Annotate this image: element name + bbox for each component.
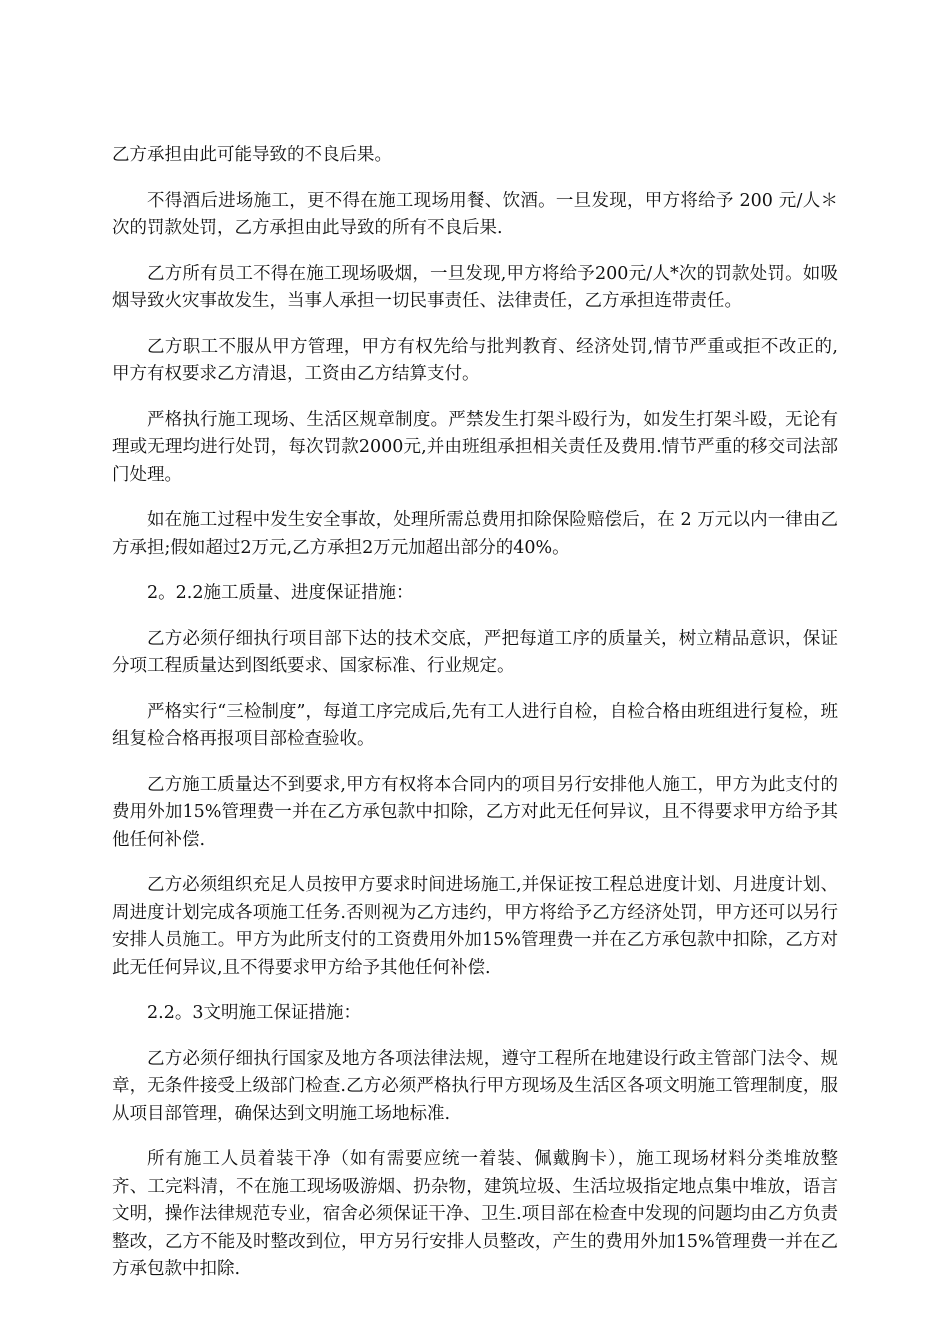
- paragraph: 所有施工人员着装干净（如有需要应统一着装、佩戴胸卡），施工现场材料分类堆放整齐、工完料清，不在施工现场吸游烟、扔杂物，建筑垃圾、生活垃圾指定地点集中堆放，语言文明，操作法律规范专业，宿舍必须保证干净、卫生.项目部在检查中发现的问题均由乙方负责整改，乙方不能及时整改到位，甲方另行安排人员整改，产生的费用外加15%管理费一并在乙方承包款中扣除.: [112, 1149, 838, 1279]
- section-heading: 2。2.2施工质量、进度保证措施：: [147, 583, 414, 603]
- paragraph: 乙方施工质量达不到要求,甲方有权将本合同内的项目另行安排他人施工，甲方为此支付的费用外加15%管理费一并在乙方承包款中扣除，乙方对此无任何异议，且不得要求甲方给予其他任何补偿.: [112, 774, 838, 850]
- section-heading: 2.2。3文明施工保证措施：: [147, 1003, 361, 1023]
- paragraph: 乙方所有员工不得在施工现场吸烟，一旦发现,甲方将给予200元/人*次的罚款处罚。如吸烟导致火灾事故发生，当事人承担一切民事责任、法律责任，乙方承担连带责任。: [112, 263, 838, 311]
- paragraph: 如在施工过程中发生安全事故，处理所需总费用扣除保险赔偿后，在 2 万元以内一律由乙方承担;假如超过2万元,乙方承担2万元加超出部分的40%。: [112, 510, 838, 558]
- paragraph: 乙方必须组织充足人员按甲方要求时间进场施工,并保证按工程总进度计划、月进度计划、周进度计划完成各项施工任务.否则视为乙方违约，甲方将给予乙方经济处罚，甲方还可以另行安排人员施工。甲方为此所支付的工资费用外加15%管理费一并在乙方承包款中扣除，乙方对此无任何异议,且不得要求甲方给予其他任何补偿.: [112, 875, 838, 978]
- paragraph: 乙方必须仔细执行国家及地方各项法律法规，遵守工程所在地建设行政主管部门法令、规章，无条件接受上级部门检查.乙方必须严格执行甲方现场及生活区各项文明施工管理制度，服从项目部管理，确保达到文明施工场地标准.: [112, 1048, 838, 1124]
- paragraph: 严格执行施工现场、生活区规章制度。严禁发生打架斗殴行为，如发生打架斗殴，无论有理或无理均进行处罚，每次罚款2000元,并由班组承担相关责任及费用.情节严重的移交司法部门处理。: [112, 409, 838, 485]
- paragraph: 不得酒后进场施工，更不得在施工现场用餐、饮酒。一旦发现，甲方将给予 200 元/人＊次的罚款处罚，乙方承担由此导致的所有不良后果.: [112, 190, 838, 238]
- paragraph: 乙方承担由此可能导致的不良后果。: [112, 145, 392, 165]
- paragraph: 乙方必须仔细执行项目部下达的技术交底，严把每道工序的质量关，树立精品意识，保证分项工程质量达到图纸要求、国家标准、行业规定。: [112, 628, 838, 676]
- paragraph: 乙方职工不服从甲方管理，甲方有权先给与批判教育、经济处罚,情节严重或拒不改正的,甲方有权要求乙方清退，工资由乙方结算支付。: [112, 336, 838, 384]
- paragraph: 严格实行“三检制度”，每道工序完成后,先有工人进行自检，自检合格由班组进行复检，班组复检合格再报项目部检查验收。: [112, 701, 838, 749]
